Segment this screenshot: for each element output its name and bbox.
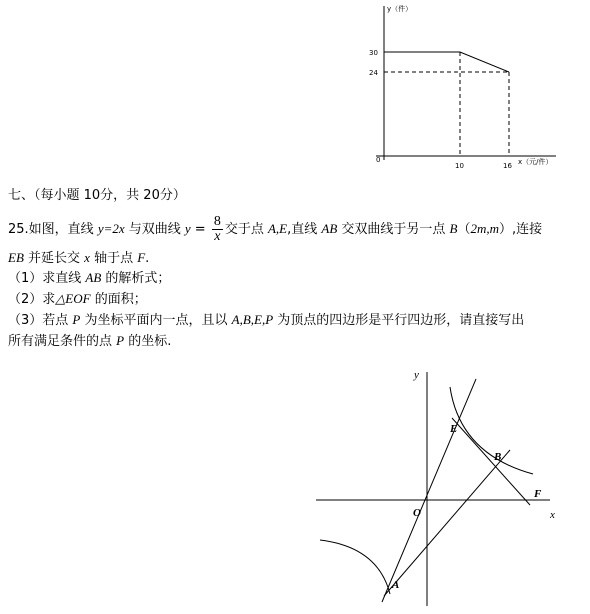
question-3: （3）若点 P 为坐标平面内一点，且以 A,B,E,P 为顶点的四边形是平行四边形，请直接写出	[8, 312, 525, 328]
line-ab	[384, 450, 510, 596]
fraction-8-over-x: $\frac{8}{x}$	[213, 214, 221, 244]
line-ef	[452, 418, 530, 505]
origin-label: 0	[376, 156, 381, 164]
point-b-label: B	[494, 451, 502, 463]
y-tick-24: 24	[369, 69, 378, 77]
problem-line-2: EB 并延长交 x 轴于点 F.	[8, 250, 150, 266]
hyperbola-branch-upper	[450, 387, 533, 474]
graph-line	[384, 52, 509, 72]
x-axis-label: x（元/件）	[518, 158, 553, 166]
x-tick-10: 10	[455, 162, 464, 170]
x-tick-16: 16	[503, 162, 512, 170]
y-axis-label: y（件）	[387, 5, 413, 13]
point-a-label: A	[392, 579, 400, 591]
question-3-line-2: 所有满足条件的点 P 的坐标.	[8, 333, 172, 349]
section-heading: 七、（每小题 10分，共 20分）	[8, 188, 186, 203]
origin-label: O	[413, 507, 421, 519]
hyperbola-branch-lower	[320, 540, 390, 594]
question-1: （1）求直线 AB 的解析式；	[8, 270, 171, 286]
y-tick-30: 30	[369, 49, 378, 57]
question-2: （2）求△EOF 的面积；	[8, 291, 147, 307]
point-f-label: F	[534, 488, 542, 500]
y-axis-label: y	[414, 369, 419, 381]
price-quantity-graph	[360, 0, 560, 180]
problem-line-1: 25.如图，直线 y=2x 与双曲线 y = $\frac{8}{x}$ 交于点 A,E,直线 AB 交双曲线于另一点 B（2m,m）,连接	[8, 214, 543, 244]
line-y-2x	[382, 379, 476, 602]
x-axis-label: x	[550, 509, 555, 521]
point-e-label: E	[450, 423, 458, 435]
hyperbola-line-figure	[310, 362, 570, 612]
